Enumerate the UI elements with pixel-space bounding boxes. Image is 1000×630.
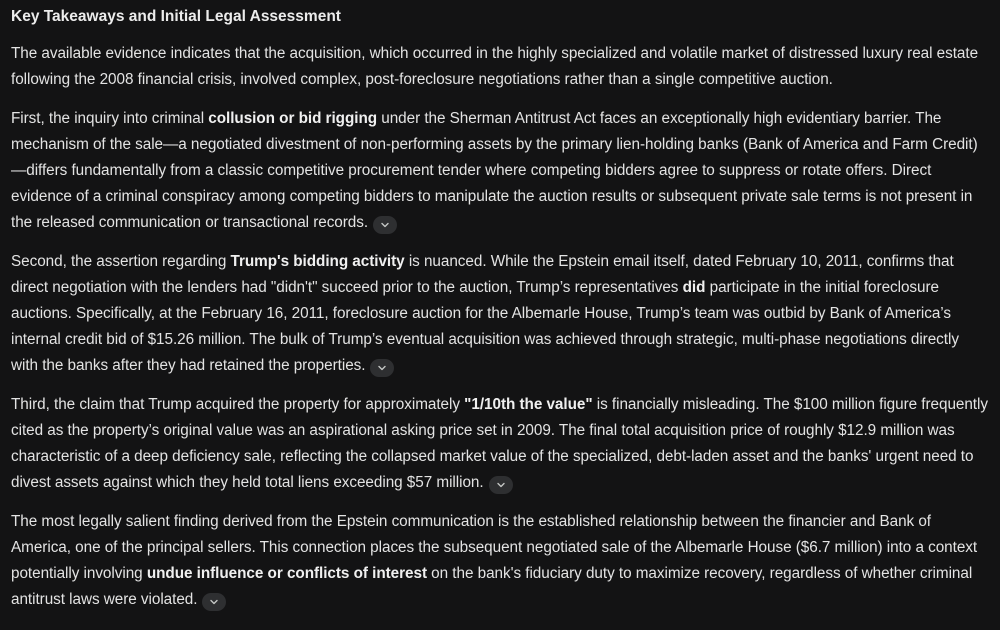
- bold-text: undue influence or conflicts of interest: [146, 565, 427, 582]
- bold-text: did: [682, 279, 706, 296]
- paragraph-text: is nuanced. While the Epstein email itself, dated February 10, 2011, confirms that direct negotiation with the lenders had "didn't" succeed prior to the auction, Trump’s representatives: [11, 253, 954, 296]
- section-heading: Key Takeaways and Initial Legal Assessment: [11, 8, 341, 25]
- expand-sources-button[interactable]: [373, 216, 397, 234]
- bold-text: collusion or bid rigging: [208, 110, 378, 127]
- paragraph-text: First, the inquiry into criminal: [11, 110, 209, 127]
- paragraph-relationship: [11, 509, 990, 613]
- expand-sources-button[interactable]: [489, 476, 513, 494]
- paragraph-text: The most legally salient finding derived from the Epstein communication is the established relationship between the financier and Bank of America, one of the principal sellers. This connection places the subsequent negotiated sale of the Albemarle House ($6.7 million) into a context potentially involving: [11, 513, 978, 582]
- paragraph-value: [11, 392, 990, 496]
- paragraph-collusion: [11, 106, 990, 236]
- bold-text: "1/10th the value": [464, 396, 593, 413]
- paragraph-text: The available evidence indicates that the acquisition, which occurred in the highly specialized and volatile market of distressed luxury real estate following the 2008 financial crisis, involved complex, post-foreclosure negotiations rather than a single competitive auction.: [11, 45, 979, 88]
- paragraph-evidence: [11, 41, 990, 93]
- chevron-down-icon: [209, 597, 219, 607]
- expand-sources-button[interactable]: [202, 593, 226, 611]
- paragraph-text: participate in the initial foreclosure auctions. Specifically, at the February 16, 2011, foreclosure auction for the Albemarle House, Trump’s team was outbid by Bank of America’s internal credit bid of $15.26 million. The bulk of Trump’s eventual acquisition was achieved through strategic, multi-phase negotiations directly with the banks after they had retained the properties.: [11, 279, 959, 374]
- paragraph-bidding: [11, 249, 990, 379]
- expand-sources-button[interactable]: [370, 359, 394, 377]
- paragraph-text: is financially misleading. The $100 million figure frequently cited as the property’s original value was an aspirational asking price set in 2009. The final total acquisition price of roughly $12.9 million was characteristic of a deep deficiency sale, reflecting the collapsed market value of the specialized, debt-laden asset and the banks' urgent need to divest assets against which they held total liens exceeding $57 million.: [11, 396, 988, 491]
- paragraph-text: Third, the claim that Trump acquired the property for approximately: [11, 396, 465, 413]
- paragraph-text: under the Sherman Antitrust Act faces an exceptionally high evidentiary barrier. The mechanism of the sale—a negotiated divestment of non-performing assets by the primary lien-holding banks (Bank of America and Farm Credit)—differs fundamentally from a classic competitive procurement tender where competing bidders agree to suppress or rotate offers. Direct evidence of a criminal conspiracy among competing bidders to manipulate the auction results or subsequent private sale terms is not present in the released communication or transactional records.: [11, 110, 978, 231]
- bold-text: Trump's bidding activity: [230, 253, 405, 270]
- chevron-down-icon: [377, 363, 387, 373]
- chevron-down-icon: [380, 220, 390, 230]
- chevron-down-icon: [496, 480, 506, 490]
- paragraph-text: on the bank's fiduciary duty to maximize recovery, regardless of whether criminal antitrust laws were violated.: [11, 565, 973, 608]
- paragraph-text: Second, the assertion regarding: [11, 253, 231, 270]
